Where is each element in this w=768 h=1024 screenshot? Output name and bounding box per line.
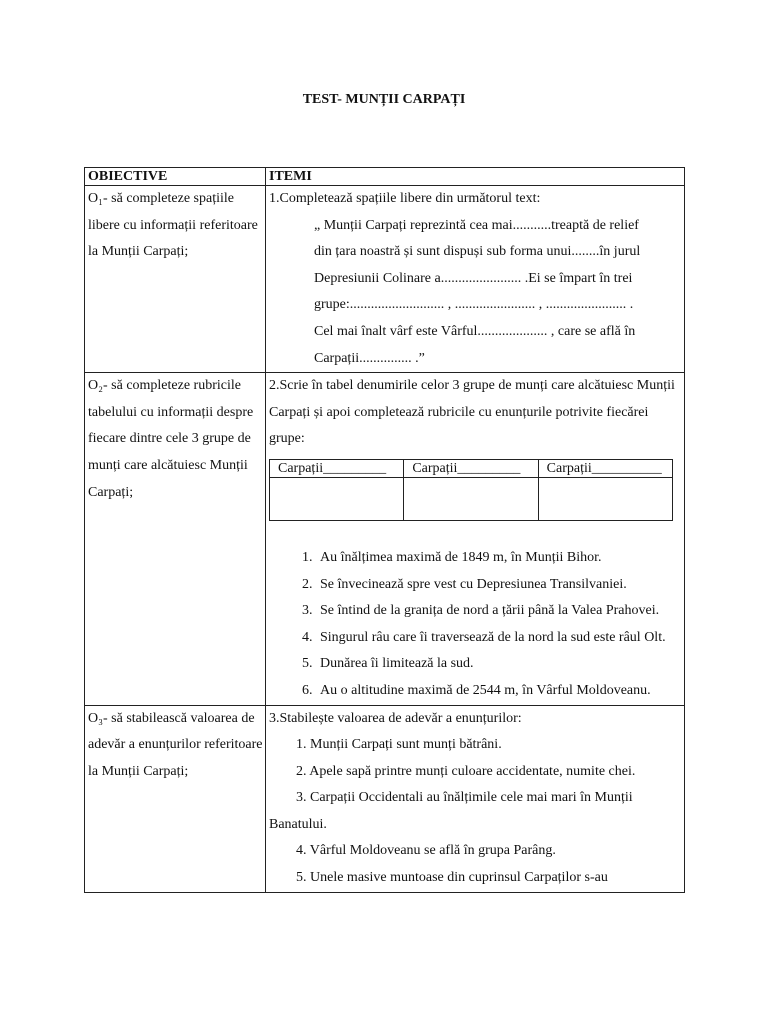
group-header: Carpații_________ xyxy=(404,459,538,477)
groups-header-row xyxy=(270,459,673,477)
header-row xyxy=(85,168,685,186)
text-line: grupe:........................... , ....................... , ....................... . xyxy=(314,297,634,313)
table-row xyxy=(85,186,685,373)
list-item: 2. Apele sapă printre munți culoare accidentate, numite chei. xyxy=(296,763,636,779)
objective-cell: O₁- să completeze spațiile libere cu informații referitoare la Munții Carpați; xyxy=(85,186,266,373)
text-line: Carpații............... .” xyxy=(314,350,425,366)
list-item: 3. Carpații Occidentali au înălțimile cele mai mari în Munții Banatului. xyxy=(269,790,633,832)
objective-cell: O₃- să stabilească valoarea de adevăr a enunțurilor referitoare la Munții Carpați; xyxy=(85,705,266,892)
groups-table xyxy=(269,459,673,521)
list-item: 1. Au înălțimea maximă de 1849 m, în Munții Bihor. xyxy=(316,545,682,572)
list-item: 4. Vârful Moldoveanu se află în grupa Parâng. xyxy=(296,843,556,859)
test-table xyxy=(84,167,685,893)
item-cell xyxy=(266,186,685,373)
group-header: Carpații_________ xyxy=(270,459,404,477)
list-item: 5. Dunărea îi limitează la sud. xyxy=(316,651,682,678)
page-title: TEST- MUNȚII CARPAȚI xyxy=(302,92,466,107)
list-item: 3. Se întind de la granița de nord a țării până la Valea Prahovei. xyxy=(316,598,682,625)
list-item: 4. Singurul râu care îi traversează de la nord la sud este râul Olt. xyxy=(316,625,682,652)
fill-in-text xyxy=(269,213,682,373)
list-item: 1. Munții Carpați sunt munți bătrâni. xyxy=(296,737,502,753)
item-instruction: 2.Scrie în tabel denumirile celor 3 grupe de munți care alcătuiesc Munții Carpați și apoi completează rubricile cu enunțurile potrivite fiecărei grupe: xyxy=(269,378,675,447)
text-line: Depresiunii Colinare a....................... .Ei se împart în trei xyxy=(314,270,633,286)
item-cell xyxy=(266,373,685,705)
statements-list xyxy=(269,545,682,705)
group-header: Carpații__________ xyxy=(538,459,672,477)
text-line: „ Munții Carpați reprezintă cea mai...........treaptă de relief xyxy=(314,217,639,233)
item-cell xyxy=(266,705,685,892)
list-item: 5. Unele masive muntoase din cuprinsul Carpaților s-au xyxy=(296,870,608,886)
answer-cell[interactable] xyxy=(404,477,538,520)
objectives-header: OBIECTIVE xyxy=(85,168,266,186)
item-instruction: 1.Completează spațiile libere din următorul text: xyxy=(269,191,541,206)
table-row xyxy=(85,705,685,892)
groups-answer-row xyxy=(270,477,673,520)
items-header: ITEMI xyxy=(266,168,685,186)
list-item: 2. Se învecinează spre vest cu Depresiunea Transilvaniei. xyxy=(316,572,682,599)
text-line: din țara noastră și sunt dispuși sub forma unui........în jurul xyxy=(314,244,641,260)
objective-cell: O₂- să completeze rubricile tabelului cu informații despre fiecare dintre cele 3 grupe de munți care alcătuiesc Munții Carpați; xyxy=(85,373,266,705)
answer-cell[interactable] xyxy=(270,477,404,520)
list-item: 6. Au o altitudine maximă de 2544 m, în Vârful Moldoveanu. xyxy=(316,678,682,705)
table-row xyxy=(85,373,685,705)
text-line: Cel mai înalt vârf este Vârful.................... , care se află în xyxy=(314,323,636,339)
item-instruction: 3.Stabilește valoarea de adevăr a enunțurilor: xyxy=(269,710,522,726)
answer-cell[interactable] xyxy=(538,477,672,520)
